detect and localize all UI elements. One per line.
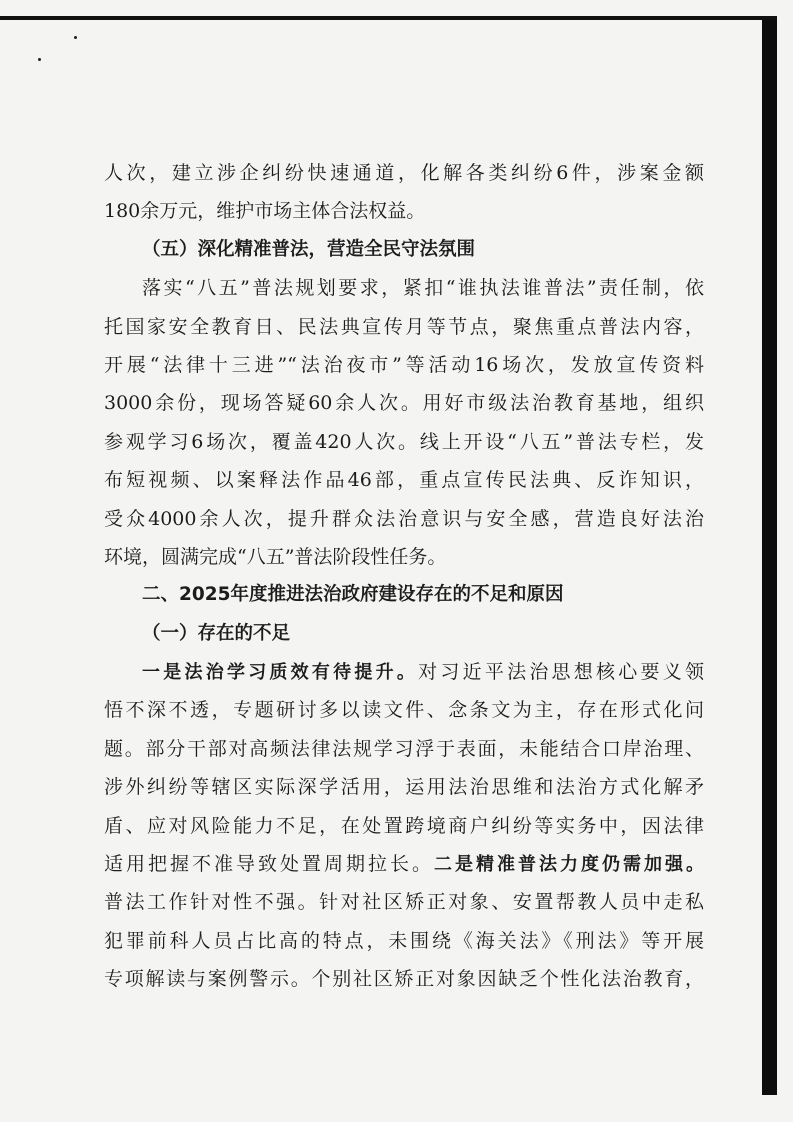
- body-line: 开展“法律十三进”“法治夜市”等活动16场次，发放宣传资料: [104, 353, 704, 376]
- scan-border-right: [762, 20, 777, 1095]
- chapter-heading: 二、2025年度推进法治政府建设存在的不足和原因: [142, 584, 564, 606]
- scan-speck: [38, 58, 41, 61]
- subsection-heading: （一）存在的不足: [142, 622, 291, 644]
- bold-lead-phrase: 一是法治学习质效有待提升。: [142, 662, 419, 684]
- bold-lead-phrase: 二是精准普法力度仍需加强。: [434, 854, 704, 876]
- scan-speck: [74, 36, 77, 39]
- body-line: 3000余份，现场答疑60余人次。用好市级法治教育基地，组织: [104, 392, 704, 415]
- body-line: 180余万元，维护市场主体合法权益。: [104, 200, 426, 223]
- body-line: 适用把握不准导致处置周期拉长。二是精准普法力度仍需加强。: [104, 853, 704, 876]
- body-line: 托国家安全教育日、民法典宣传月等节点，聚焦重点普法内容，: [104, 315, 704, 338]
- body-line: 犯罪前科人员占比高的特点，未围绕《海关法》《刑法》等开展: [104, 929, 704, 952]
- scan-border-top: [0, 16, 777, 20]
- body-line: 环境，圆满完成“八五”普法阶段性任务。: [104, 545, 447, 568]
- body-line: 专项解读与案例警示。个别社区矫正对象因缺乏个性化法治教育，: [104, 968, 704, 991]
- body-line: 涉外纠纷等辖区实际深学活用，运用法治思维和法治方式化解矛: [104, 776, 704, 799]
- paragraph-first-line: 一是法治学习质效有待提升。对习近平法治思想核心要义领: [142, 661, 704, 684]
- body-line: 题。部分干部对高频法律法规学习浮于表面，未能结合口岸治理、: [104, 737, 704, 760]
- body-line: 悟不深不透，专题研讨多以读文件、念条文为主，存在形式化问: [104, 699, 704, 722]
- document-page: [104, 154, 704, 999]
- body-line: 布短视频、以案释法作品46部，重点宣传民法典、反诈知识，: [104, 469, 704, 492]
- body-line: 参观学习6场次，覆盖420人次。线上开设“八五”普法专栏，发: [104, 430, 704, 453]
- body-line: 盾、应对风险能力不足，在处置跨境商户纠纷等实务中，因法律: [104, 814, 704, 837]
- body-line: 受众4000余人次，提升群众法治意识与安全感，营造良好法治: [104, 507, 704, 530]
- paragraph-first-line: 落实“八五”普法规划要求，紧扣“谁执法谁普法”责任制，依: [142, 277, 704, 300]
- body-line: 普法工作针对性不强。针对社区矫正对象、安置帮教人员中走私: [104, 891, 704, 914]
- body-line: 人次，建立涉企纠纷快速通道，化解各类纠纷6件，涉案金额: [104, 162, 704, 184]
- section-heading: （五）深化精准普法，营造全民守法氛围: [142, 238, 476, 260]
